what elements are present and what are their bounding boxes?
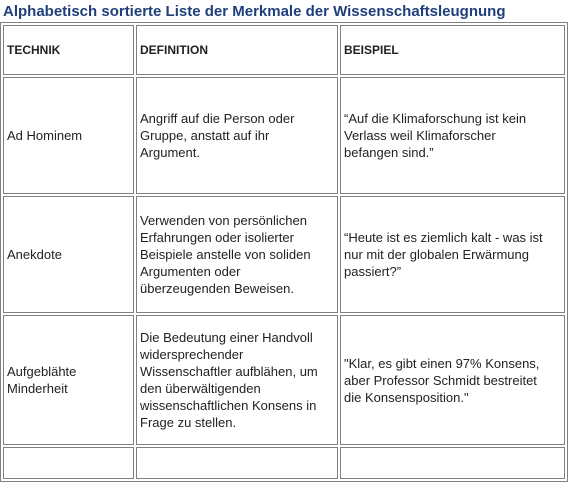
beispiel-cell: “Heute ist es ziemlich kalt - was ist nur mit der globalen Erwärmung passiert?” (340, 196, 565, 313)
header-technik: TECHNIK (3, 25, 134, 75)
technik-cell: Aufgeblähte Minderheit (3, 315, 134, 445)
technik-cell-empty (3, 447, 134, 479)
beispiel-cell: "Klar, es gibt einen 97% Konsens, aber Professor Schmidt bestreitet die Konsensposition." (340, 315, 565, 445)
beispiel-cell-empty (340, 447, 565, 479)
table-row (3, 196, 565, 313)
beispiel-cell: “Auf die Klimaforschung ist kein Verlass weil Klimaforscher befangen sind.” (340, 77, 565, 194)
table-row (3, 315, 565, 445)
technik-cell: Anekdote (3, 196, 134, 313)
science-denial-table (0, 22, 568, 482)
definition-cell-empty (136, 447, 338, 479)
table-header-row (3, 25, 565, 75)
table-row-partial (3, 447, 565, 479)
technik-cell: Ad Hominem (3, 77, 134, 194)
header-definition: DEFINITION (136, 25, 338, 75)
definition-cell: Die Bedeutung einer Handvoll widersprechender Wissenschaftler aufblähen, um den überwältigenden wissenschaftlichen Konsens in Frage zu stellen. (136, 315, 338, 445)
page-title: Alphabetisch sortierte Liste der Merkmale der Wissenschaftsleugnung (3, 3, 506, 20)
table-row (3, 77, 565, 194)
header-beispiel: BEISPIEL (340, 25, 565, 75)
definition-cell: Angriff auf die Person oder Gruppe, anstatt auf ihr Argument. (136, 77, 338, 194)
definition-cell: Verwenden von persönlichen Erfahrungen oder isolierter Beispiele anstelle von soliden Argumenten oder überzeugenden Beweisen. (136, 196, 338, 313)
